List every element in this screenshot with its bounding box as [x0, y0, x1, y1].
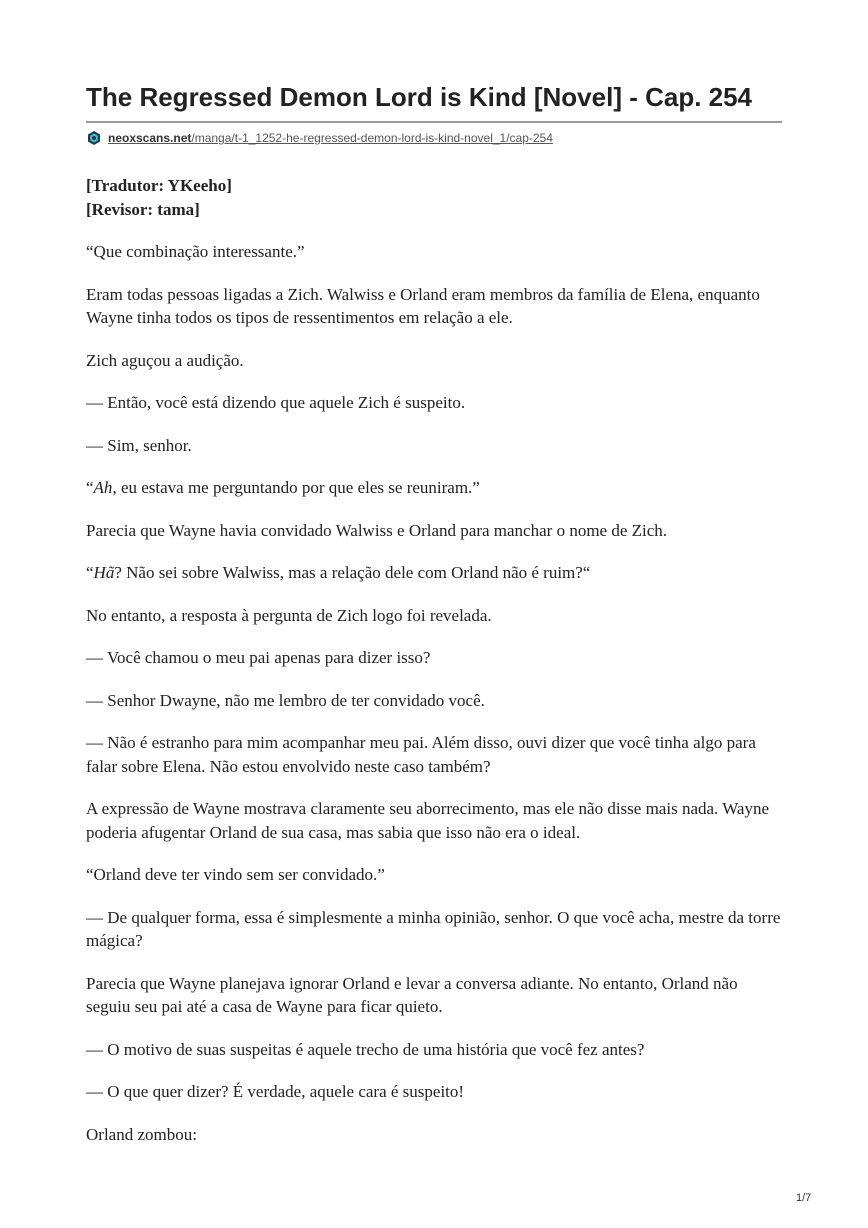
paragraph: — Você chamou o meu pai apenas para dizer isso?	[86, 648, 431, 667]
paragraph: — Não é estranho para mim acompanhar meu pai. Além disso, ouvi dizer que você tinha algo para falar sobre Elena. Não estou envolvido neste caso também?	[86, 733, 756, 776]
paragraph: “Que combinação interessante.”	[86, 242, 305, 261]
reviser-credit: [Revisor: tama]	[86, 199, 200, 219]
paragraph: — Então, você está dizendo que aquele Zich é suspeito.	[86, 393, 466, 412]
paragraph	[86, 476, 782, 500]
paragraph: Parecia que Wayne planejava ignorar Orland e levar a conversa adiante. No entanto, Orland não seguiu seu pai até a casa de Wayne para ficar quieto.	[86, 973, 738, 1016]
paragraph: Zich aguçou a audição.	[86, 350, 244, 370]
paragraph: — Sim, senhor.	[86, 435, 192, 455]
source-link	[86, 128, 553, 148]
quote-open: “	[86, 478, 94, 497]
paragraph: Eram todas pessoas ligadas a Zich. Walwiss e Orland eram membros da família de Elena, enquanto Wayne tinha todos os tipos de ressentimentos em relação a ele.	[86, 284, 760, 327]
page-title: The Regressed Demon Lord is Kind [Novel] - Cap. 254	[86, 82, 753, 112]
paragraph: A expressão de Wayne mostrava claramente seu aborrecimento, mas ele não disse mais nada. Wayne poderia afugentar Orland de sua casa, mas sabia que isso não era o ideal.	[86, 799, 769, 842]
emphasis: Hã	[93, 563, 115, 582]
site-favicon-icon	[86, 130, 102, 146]
quote-open: “	[86, 563, 94, 582]
paragraph: — O motivo de suas suspeitas é aquele trecho de uma história que você fez antes?	[86, 1039, 645, 1059]
emphasis: Ah	[93, 478, 113, 497]
source-url-link[interactable]	[108, 131, 553, 145]
paragraph: — Senhor Dwayne, não me lembro de ter convidado você.	[86, 690, 485, 710]
paragraph: No entanto, a resposta à pergunta de Zich logo foi revelada.	[86, 605, 492, 625]
paragraph: — O que quer dizer? É verdade, aquele cara é suspeito!	[86, 1082, 465, 1101]
title-divider	[86, 121, 782, 123]
paragraph: — De qualquer forma, essa é simplesmente a minha opinião, senhor. O que você acha, mestre da torre mágica?	[86, 907, 781, 950]
paragraph-text: ? Não sei sobre Walwiss, mas a relação dele com Orland não é ruim?“	[114, 563, 591, 582]
page-number: 1/7	[796, 1192, 812, 1204]
translator-credit: [Tradutor: YKeeho]	[86, 176, 232, 195]
paragraph: Orland zombou:	[86, 1124, 197, 1144]
paragraph: “Orland deve ter vindo sem ser convidado.”	[86, 865, 385, 884]
source-domain: neoxscans.net	[108, 131, 192, 145]
credits-block	[86, 174, 782, 221]
chapter-content	[86, 174, 782, 1165]
paragraph	[86, 561, 782, 585]
source-path: /manga/t-1_1252-he-regressed-demon-lord-is-kind-novel_1/cap-254	[191, 131, 553, 145]
paragraph-text: , eu estava me perguntando por que eles se reuniram.”	[112, 478, 480, 497]
paragraph: Parecia que Wayne havia convidado Walwiss e Orland para manchar o nome de Zich.	[86, 520, 668, 540]
